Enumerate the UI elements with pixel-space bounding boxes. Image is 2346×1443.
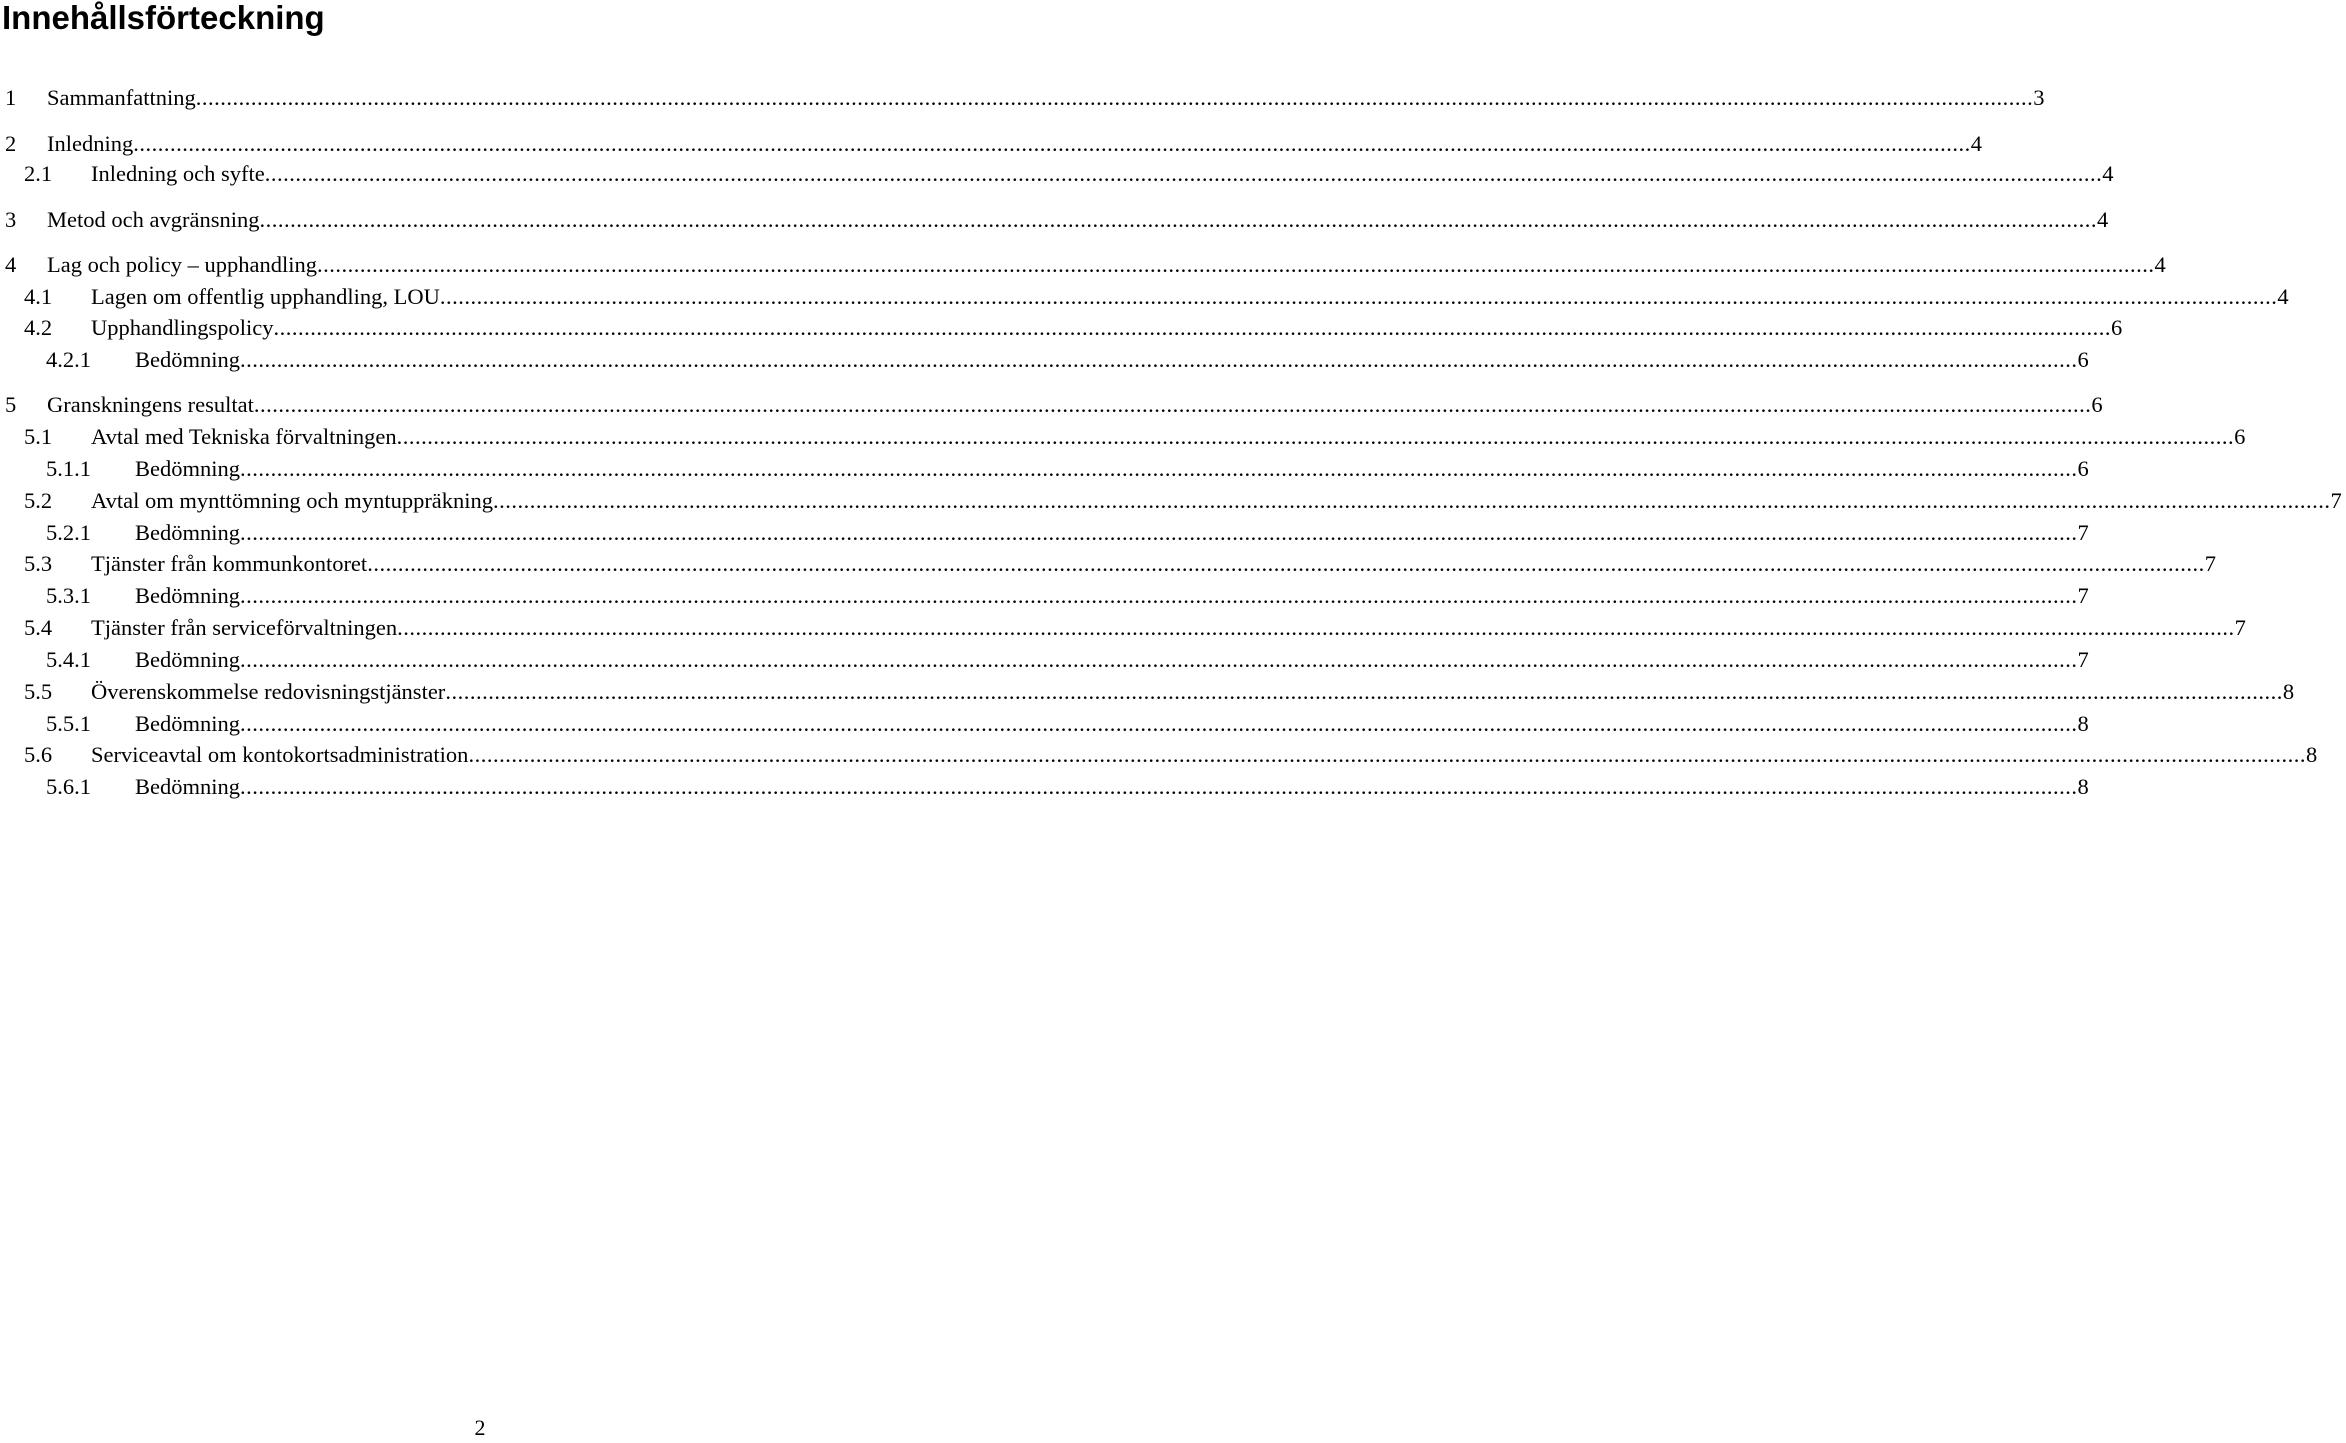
dot-leader: ............................................................................................................................................................................................................................................................................................................	[240, 456, 2078, 481]
toc-entry[interactable]	[0, 486, 2342, 516]
toc-entry-page: 6	[2077, 456, 2089, 481]
toc-entry-label: Tjänster från kommunkontoret	[91, 551, 368, 576]
toc-entry-page: 6	[2234, 424, 2246, 449]
toc-entry-page: 4	[2102, 161, 2114, 186]
toc-entry-page: 3	[2033, 85, 2045, 110]
dot-leader: ............................................................................................................................................................................................................................................................................................................	[240, 774, 2078, 799]
toc-entry-label: Lagen om offentlig upphandling, LOU	[91, 284, 440, 309]
toc-entry[interactable]	[0, 677, 2295, 707]
toc-entry[interactable]	[0, 282, 2289, 312]
toc-entry-number: 2.1	[24, 161, 53, 186]
toc-entry-page: 8	[2305, 742, 2318, 767]
page-title: Innehållsförteckning	[2, 0, 325, 36]
toc-entry-page: 6	[2077, 347, 2089, 372]
toc-entry-page: 8	[2077, 711, 2089, 736]
toc-entry-label: Bedömning	[135, 711, 240, 736]
toc-entry[interactable]	[0, 549, 2216, 579]
toc-entry-page: 7	[2330, 488, 2342, 513]
toc-entry-page: 4	[1970, 131, 1982, 156]
toc-entry-label: Bedömning	[135, 583, 240, 608]
toc-entry[interactable]	[0, 313, 2123, 343]
dot-leader: ............................................................................................................................................................................................................................................................................................................	[240, 583, 2078, 608]
dot-leader: ............................................................................................................................................................................................................................................................................................................	[468, 742, 2306, 767]
toc-entry-page: 7	[2204, 551, 2216, 576]
toc-entry-number: 4.1	[24, 284, 53, 309]
dot-leader: ............................................................................................................................................................................................................................................................................................................	[195, 85, 2034, 110]
toc-entry-label: Bedömning	[135, 347, 240, 372]
toc-entry-label: Serviceavtal om kontokortsadministration	[91, 742, 469, 767]
toc-entry-number: 5.3.1	[46, 583, 91, 608]
toc-entry[interactable]	[0, 709, 2089, 739]
dot-leader: ............................................................................................................................................................................................................................................................................................................	[273, 315, 2111, 340]
toc-entry-label: Granskningens resultat	[47, 392, 254, 417]
toc-entry-number: 5.2	[24, 488, 53, 513]
page-number: 2	[474, 1415, 486, 1440]
toc-entry-number: 5.1.1	[46, 456, 91, 481]
toc-entry-label: Bedömning	[135, 774, 240, 799]
toc-entry-number: 5.3	[24, 551, 53, 576]
dot-leader: ............................................................................................................................................................................................................................................................................................................	[240, 520, 2078, 545]
dot-leader: ............................................................................................................................................................................................................................................................................................................	[367, 551, 2205, 576]
toc-entry-label: Upphandlingspolicy	[91, 315, 274, 340]
toc-entry-page: 7	[2077, 647, 2089, 672]
toc-entry-number: 2	[5, 131, 17, 156]
toc-entry-number: 5.1	[24, 424, 53, 449]
dot-leader: ............................................................................................................................................................................................................................................................................................................	[439, 284, 2278, 309]
toc-entry-label: Bedömning	[135, 456, 240, 481]
toc-entry-label: Bedömning	[135, 520, 240, 545]
toc-entry-number: 5.5.1	[46, 711, 91, 736]
toc-entry-page: 6	[2091, 392, 2103, 417]
toc-entry-page: 4	[2096, 207, 2109, 232]
toc-entry-page: 7	[2234, 615, 2246, 640]
toc-entry-label: Inledning och syfte	[91, 161, 265, 186]
toc-entry-number: 5	[5, 392, 17, 417]
toc-entry-number: 5.4	[24, 615, 53, 640]
toc-entry-page: 8	[2282, 679, 2295, 704]
toc-entry-number: 5.2.1	[46, 520, 91, 545]
toc-entry[interactable]	[0, 205, 2109, 235]
dot-leader: ............................................................................................................................................................................................................................................................................................................	[493, 488, 2331, 513]
toc-entry[interactable]	[0, 422, 2246, 452]
dot-leader: ............................................................................................................................................................................................................................................................................................................	[316, 252, 2155, 277]
toc-entry-page: 4	[2154, 252, 2166, 277]
toc-entry[interactable]	[0, 390, 2103, 420]
dot-leader: ............................................................................................................................................................................................................................................................................................................	[240, 347, 2078, 372]
toc-entry-page: 8	[2077, 774, 2089, 799]
toc-entry-label: Bedömning	[135, 647, 240, 672]
dot-leader: ............................................................................................................................................................................................................................................................................................................	[259, 207, 2097, 232]
toc-entry-label: Metod och avgränsning	[47, 207, 260, 232]
toc-entry-page: 7	[2077, 583, 2089, 608]
dot-leader: ............................................................................................................................................................................................................................................................................................................	[253, 392, 2092, 417]
toc-entry[interactable]	[0, 454, 2089, 484]
toc-entry-number: 5.5	[24, 679, 53, 704]
toc-entry[interactable]	[0, 740, 2318, 770]
toc-entry-number: 4	[5, 252, 17, 277]
toc-entry-label: Avtal med Tekniska förvaltningen	[91, 424, 397, 449]
toc-entry[interactable]	[0, 345, 2089, 375]
toc-entry-page: 7	[2077, 520, 2089, 545]
toc-entry[interactable]	[0, 581, 2089, 611]
dot-leader: ............................................................................................................................................................................................................................................................................................................	[240, 647, 2078, 672]
dot-leader: ............................................................................................................................................................................................................................................................................................................	[445, 679, 2283, 704]
dot-leader: ............................................................................................................................................................................................................................................................................................................	[396, 424, 2235, 449]
toc-entry-page: 6	[2110, 315, 2123, 340]
toc-entry-page: 4	[2277, 284, 2289, 309]
toc-entry-label: Lag och policy – upphandling	[47, 252, 317, 277]
toc-entry[interactable]	[0, 645, 2089, 675]
toc-entry-label: Inledning	[47, 131, 134, 156]
toc-entry-label: Avtal om mynttömning och myntuppräkning	[91, 488, 494, 513]
toc-entry-number: 1	[5, 85, 17, 110]
toc-entry[interactable]	[0, 518, 2089, 548]
toc-entry[interactable]	[0, 250, 2166, 280]
toc-entry-number: 5.4.1	[46, 647, 91, 672]
dot-leader: ............................................................................................................................................................................................................................................................................................................	[240, 711, 2078, 736]
toc-entry[interactable]	[0, 613, 2246, 643]
dot-leader: ............................................................................................................................................................................................................................................................................................................	[133, 131, 1971, 156]
toc-entry-number: 4.2.1	[46, 347, 91, 372]
toc-entry-label: Sammanfattning	[47, 85, 196, 110]
toc-entry-label: Överenskommelse redovisningstjänster	[91, 679, 446, 704]
toc-entry-label: Tjänster från serviceförvaltningen	[91, 615, 398, 640]
toc-entry-number: 3	[5, 207, 17, 232]
toc-entry-number: 4.2	[24, 315, 53, 340]
toc-entry-number: 5.6	[24, 742, 53, 767]
toc-entry[interactable]	[0, 772, 2089, 802]
toc-entry-number: 5.6.1	[46, 774, 91, 799]
toc-entry[interactable]	[0, 129, 1982, 159]
dot-leader: ............................................................................................................................................................................................................................................................................................................	[397, 615, 2235, 640]
toc-entry[interactable]	[0, 83, 2045, 113]
dot-leader: ............................................................................................................................................................................................................................................................................................................	[264, 161, 2103, 186]
toc-entry[interactable]	[0, 159, 2114, 189]
